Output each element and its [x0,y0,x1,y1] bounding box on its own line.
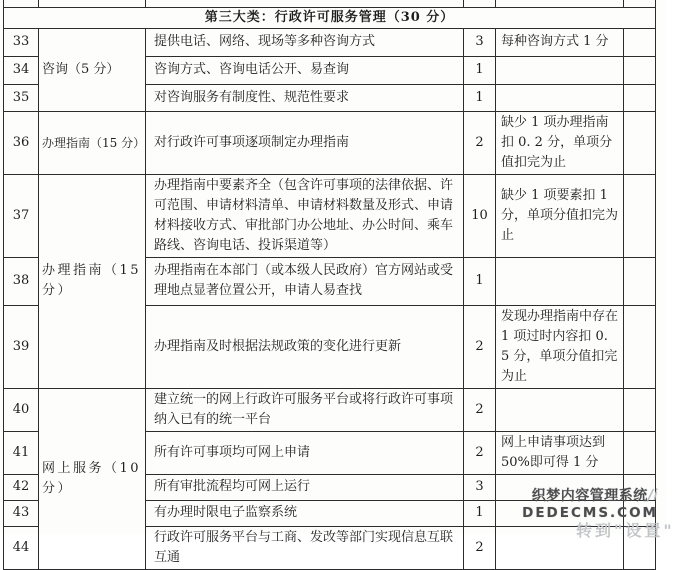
deduction-note-cell: 缺少 1 项要素扣 1 分，单项分值扣完为止 [496,174,624,257]
row-number-cell: 35 [4,84,39,111]
blank-cell [624,474,656,500]
score-cell: 2 [464,305,496,388]
deduction-note-cell [496,474,624,500]
table-row [4,28,656,56]
row-number-cell: 39 [4,305,39,388]
table-row [4,388,656,431]
row-number-cell: 36 [4,111,39,174]
category-cell: 办理指南（15 分） [39,111,146,174]
blank-cell [624,257,656,305]
deduction-note-cell: 每种咨询方式 1 分 [496,28,624,56]
score-cell: 10 [464,174,496,257]
blank-cell [624,0,656,7]
criteria-cell: 有办理时限电子监察系统 [146,500,464,526]
deduction-note-cell [496,84,624,111]
deduction-note-cell: 缺少 1 项办理指南扣 0. 2 分，单项分值扣完为止 [496,111,624,174]
row-number-cell: 42 [4,474,39,500]
score-cell: 3 [464,474,496,500]
score-cell: 3 [464,28,496,56]
blank-cell [624,84,656,111]
criteria-cell: 咨询方式、咨询电话公开、易查询 [146,56,464,84]
category-cell: 办理指南（15 分） [39,174,146,388]
row-number-cell: 34 [4,56,39,84]
watermark-ghost-text: 转到"设置" [576,521,675,540]
row-number-cell: 43 [4,500,39,526]
blank-cell [39,0,146,7]
blank-cell [624,56,656,84]
score-cell: 1 [464,257,496,305]
deduction-note-cell: 发现办理指南中存在 1 项过时内容扣 0. 5 分，单项分值扣完为止 [496,305,624,388]
watermark-domain: DEDECMS.COM [522,505,658,521]
score-cell: 2 [464,431,496,474]
blank-cell [464,0,496,7]
score-cell: 2 [464,111,496,174]
watermark-title: 织梦内容管理系统 [531,488,648,504]
criteria-cell: 所有许可事项均可网上申请 [146,431,464,474]
criteria-cell: 办理指南在本部门（或本级人民政府）官方网站或受理地点显著位置公开，申请人易查找 [146,257,464,305]
table-row [4,111,656,174]
blank-cell [624,111,656,174]
category-cell: 咨询（5 分） [39,28,146,111]
blank-cell [146,0,464,7]
criteria-cell: 办理指南及时根据法规政策的变化进行更新 [146,305,464,388]
score-cell: 1 [464,84,496,111]
blank-cell [624,305,656,388]
row-number-cell: 41 [4,431,39,474]
score-cell: 2 [464,526,496,569]
criteria-cell: 建立统一的网上行政许可服务平台或将行政许可事项纳入已有的统一平台 [146,388,464,431]
blank-cell [624,526,656,569]
criteria-cell: 对行政许可事项逐项制定办理指南 [146,111,464,174]
table-row-previous-partial [4,0,656,7]
blank-cell [624,174,656,257]
blank-cell [496,0,624,7]
section-header-row [4,7,656,28]
row-number-cell: 38 [4,257,39,305]
score-cell: 2 [464,388,496,431]
blank-cell [624,388,656,431]
row-number-cell: 33 [4,28,39,56]
row-number-cell: 44 [4,526,39,569]
section-header: 第三大类：行政许可服务管理（30 分） [4,7,656,28]
deduction-note-cell [496,388,624,431]
criteria-cell: 提供电话、网络、现场等多种咨询方式 [146,28,464,56]
deduction-note-cell [496,500,624,526]
blank-cell [4,0,39,7]
blank-cell [624,431,656,474]
row-number-cell: 40 [4,388,39,431]
table-row [4,174,656,257]
criteria-cell: 行政许可服务平台与工商、发改等部门实现信息互联互通 [146,526,464,569]
category-cell: 网上服务（10 分） [39,388,146,569]
evaluation-table [3,0,656,570]
deduction-note-cell [496,526,624,569]
deduction-note-cell [496,257,624,305]
criteria-cell: 所有审批流程均可网上运行 [146,474,464,500]
deduction-note-cell [496,56,624,84]
row-number-cell: 37 [4,174,39,257]
criteria-cell: 对咨询服务有制度性、规范性要求 [146,84,464,111]
deduction-note-cell: 网上申请事项达到 50%即可得 1 分 [496,431,624,474]
score-cell: 1 [464,500,496,526]
blank-cell [624,28,656,56]
criteria-cell: 办理指南中要素齐全（包含许可事项的法律依据、许可范围、申请材料清单、申请材料数量及形式、申请材料接收方式、审批部门办公地址、办公时间、乘车路线、咨询电话、投诉渠道等） [146,174,464,257]
blank-cell [624,500,656,526]
watermark-ghost-suffix: /i [647,486,658,504]
score-cell: 1 [464,56,496,84]
